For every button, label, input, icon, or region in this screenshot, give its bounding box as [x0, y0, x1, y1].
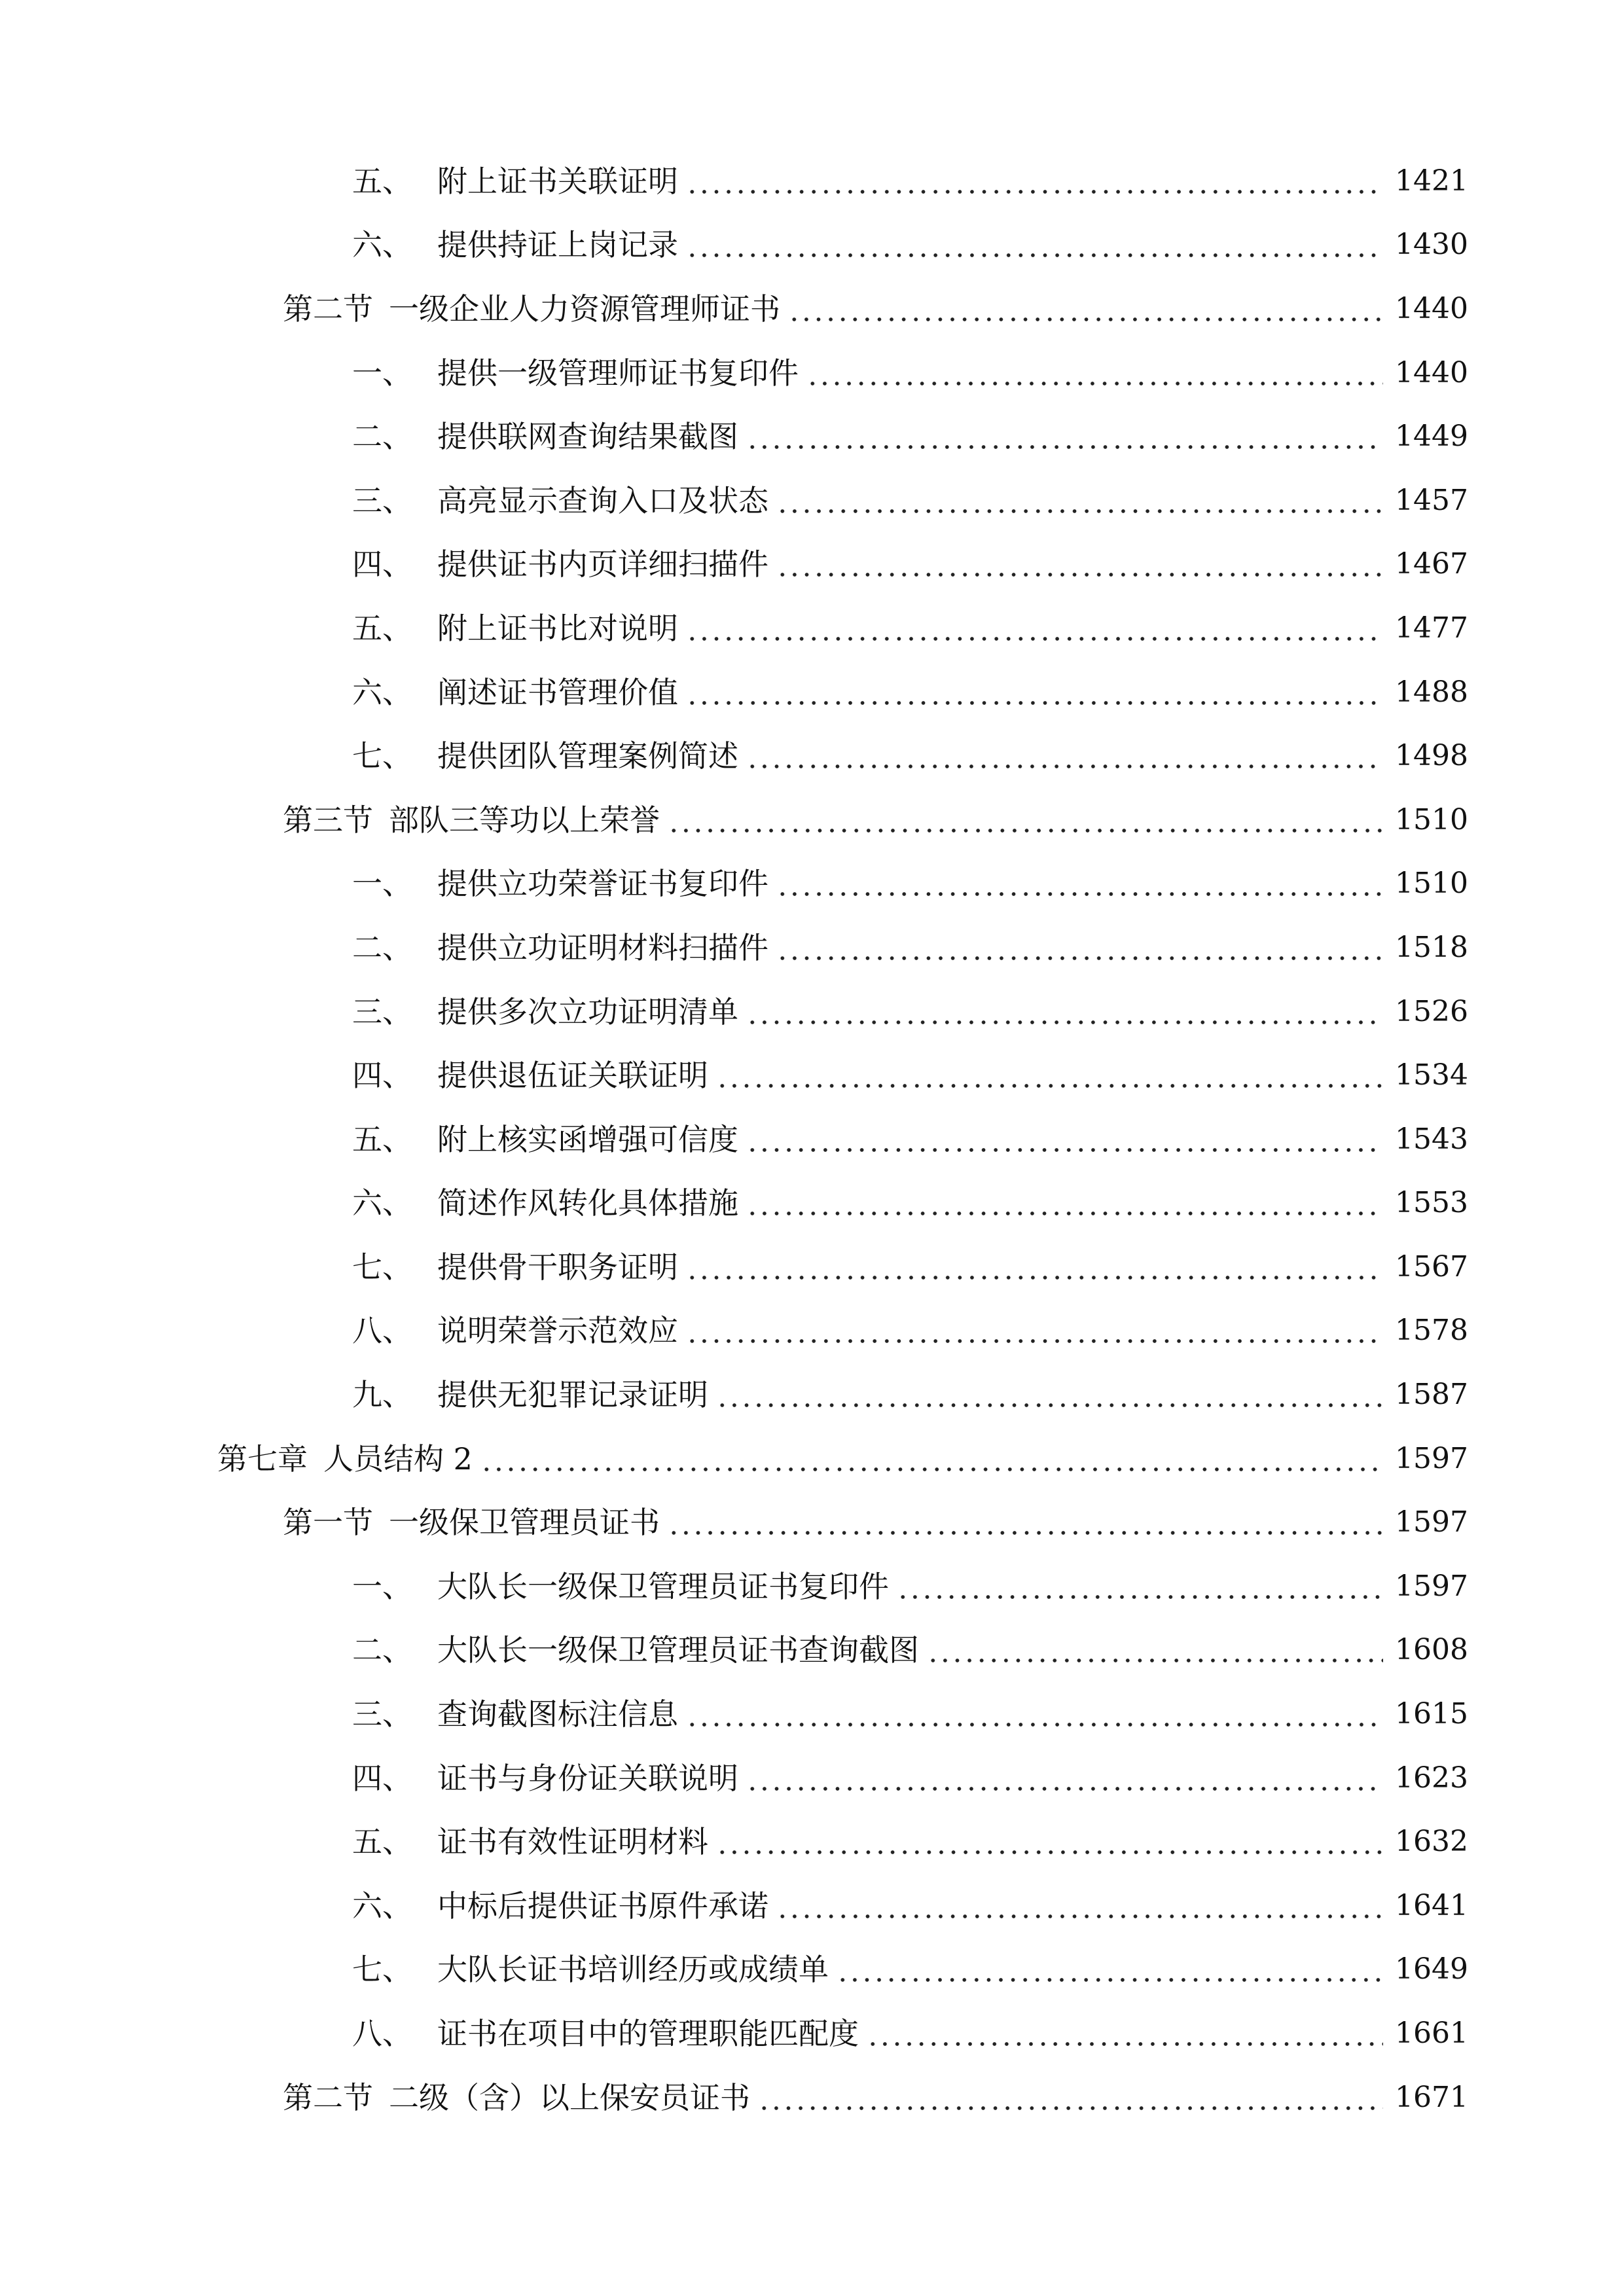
toc-entry[interactable]: [0, 341, 1624, 405]
toc-entry-page-number: 1587: [1395, 1378, 1468, 1412]
dot-leader: [776, 869, 1383, 899]
toc-entry-title: 部队三等功以上荣誉: [389, 802, 660, 838]
toc-entry-title: 一级保卫管理员证书: [389, 1505, 660, 1541]
toc-entry[interactable]: [0, 1299, 1624, 1363]
toc-entry-title: 简述作风转化具体措施: [437, 1185, 738, 1221]
toc-entry-page-number: 1510: [1395, 867, 1468, 901]
toc-entry-title: 提供立功证明材料扫描件: [437, 929, 768, 965]
toc-entry-title: 大队长证书培训经历或成绩单: [437, 1952, 829, 1988]
toc-entry[interactable]: [0, 1427, 1624, 1491]
toc-entry-page-number: 1641: [1395, 1888, 1468, 1922]
toc-entry-page-number: 1649: [1395, 1952, 1468, 1986]
toc-entry[interactable]: [0, 596, 1624, 660]
toc-entry-number: 二、: [352, 929, 412, 965]
toc-entry[interactable]: [0, 533, 1624, 597]
toc-entry-number: 二、: [352, 1632, 412, 1668]
toc-entry[interactable]: [0, 852, 1624, 916]
toc-entry-page-number: 1457: [1395, 483, 1468, 517]
toc-entry-number: 四、: [352, 1760, 412, 1796]
toc-entry-title: 提供无犯罪记录证明: [437, 1377, 708, 1413]
dot-leader: [837, 1954, 1383, 1984]
toc-entry-number: 第三节: [283, 802, 373, 838]
dot-leader: [746, 1763, 1383, 1793]
dot-leader: [686, 613, 1383, 643]
dot-leader: [716, 1060, 1383, 1090]
toc-entry-number: 七、: [352, 738, 412, 774]
toc-entry[interactable]: [0, 1682, 1624, 1746]
dot-leader: [746, 1188, 1383, 1218]
dot-leader: [776, 933, 1383, 963]
toc-entry-page-number: 1597: [1395, 1441, 1468, 1475]
dot-leader: [686, 1252, 1383, 1282]
toc-entry[interactable]: [0, 724, 1624, 788]
toc-entry-number: 八、: [352, 2016, 412, 2052]
dot-leader: [686, 677, 1383, 708]
toc-entry-title: 证书与身份证关联说明: [437, 1760, 738, 1796]
dot-leader: [746, 422, 1383, 452]
toc-entry-number: 三、: [352, 482, 412, 518]
toc-entry-page-number: 1543: [1395, 1122, 1468, 1156]
toc-entry-number: 二、: [352, 419, 412, 455]
toc-entry-page-number: 1671: [1395, 2080, 1468, 2114]
toc-entry-title: 提供骨干职务证明: [437, 1249, 678, 1285]
dot-leader: [776, 486, 1383, 516]
toc-entry[interactable]: [0, 1554, 1624, 1619]
toc-entry[interactable]: [0, 1043, 1624, 1107]
dot-leader: [668, 1507, 1383, 1537]
toc-entry-title: 提供持证上岗记录: [437, 227, 678, 263]
toc-entry-number: 三、: [352, 994, 412, 1030]
toc-entry-page-number: 1567: [1395, 1249, 1468, 1283]
toc-entry-page-number: 1477: [1395, 611, 1468, 645]
dot-leader: [716, 1827, 1383, 1857]
toc-entry-page-number: 1623: [1395, 1761, 1468, 1795]
dot-leader: [480, 1444, 1383, 1474]
dot-leader: [758, 2083, 1383, 2113]
toc-entry-page-number: 1430: [1395, 228, 1468, 262]
table-of-contents: [0, 149, 1624, 2129]
toc-entry-page-number: 1597: [1395, 1505, 1468, 1539]
toc-entry[interactable]: [0, 660, 1624, 725]
toc-entry[interactable]: [0, 1874, 1624, 1938]
toc-entry-title: 附上核实函增强可信度: [437, 1121, 738, 1157]
toc-entry-number: 一、: [352, 355, 412, 391]
dot-leader: [776, 549, 1383, 579]
toc-entry-page-number: 1440: [1395, 291, 1468, 325]
toc-entry-title: 大队长一级保卫管理员证书复印件: [437, 1568, 889, 1604]
toc-entry-title: 阐述证书管理价值: [437, 674, 678, 710]
toc-entry-title: 提供证书内页详细扫描件: [437, 547, 768, 583]
toc-entry-number: 五、: [352, 1824, 412, 1860]
dot-leader: [746, 1124, 1383, 1155]
toc-entry-page-number: 1440: [1395, 355, 1468, 389]
toc-entry[interactable]: [0, 2001, 1624, 2066]
toc-entry-title: 证书在项目中的管理职能匹配度: [437, 2016, 859, 2052]
toc-entry[interactable]: [0, 1490, 1624, 1554]
dot-leader: [716, 1380, 1383, 1410]
toc-entry[interactable]: [0, 213, 1624, 278]
dot-leader: [746, 997, 1383, 1027]
toc-entry-number: 六、: [352, 1888, 412, 1924]
toc-entry[interactable]: [0, 1235, 1624, 1299]
toc-entry-page-number: 1449: [1395, 420, 1468, 454]
toc-entry-page-number: 1467: [1395, 547, 1468, 581]
toc-entry-number: 五、: [352, 163, 412, 199]
toc-entry-page-number: 1553: [1395, 1186, 1468, 1220]
toc-entry-number: 八、: [352, 1313, 412, 1349]
toc-entry-number: 六、: [352, 227, 412, 263]
toc-entry-number: 六、: [352, 1185, 412, 1221]
toc-entry-title: 提供多次立功证明清单: [437, 994, 738, 1030]
toc-entry-number: 一、: [352, 1568, 412, 1604]
toc-entry[interactable]: [0, 916, 1624, 980]
toc-entry-page-number: 1421: [1395, 164, 1468, 198]
toc-entry-page-number: 1510: [1395, 802, 1468, 836]
toc-entry[interactable]: [0, 1619, 1624, 1683]
toc-entry-page-number: 1518: [1395, 930, 1468, 964]
toc-entry-number: 六、: [352, 674, 412, 710]
toc-entry[interactable]: [0, 1746, 1624, 1810]
toc-entry-page-number: 1608: [1395, 1633, 1468, 1667]
toc-entry-title: 提供团队管理案例简述: [437, 738, 738, 774]
toc-entry-page-number: 1534: [1395, 1058, 1468, 1092]
toc-entry-title: 二级（含）以上保安员证书: [389, 2079, 750, 2115]
toc-entry[interactable]: [0, 980, 1624, 1044]
toc-entry[interactable]: [0, 1107, 1624, 1172]
toc-entry-page-number: 1615: [1395, 1697, 1468, 1731]
toc-entry-number: 第二节: [283, 291, 373, 327]
dot-leader: [867, 2018, 1383, 2049]
toc-entry-title: 一级企业人力资源管理师证书: [389, 291, 780, 327]
toc-entry-number: 四、: [352, 1058, 412, 1094]
toc-entry-number: 五、: [352, 610, 412, 646]
toc-entry[interactable]: [0, 404, 1624, 469]
toc-entry[interactable]: [0, 1810, 1624, 1874]
dot-leader: [746, 741, 1383, 771]
dot-leader: [668, 805, 1383, 835]
toc-entry-number: 五、: [352, 1121, 412, 1157]
dot-leader: [686, 1699, 1383, 1729]
toc-entry[interactable]: [0, 1938, 1624, 2002]
toc-entry-number: 一、: [352, 866, 412, 902]
toc-entry-number: 三、: [352, 1696, 412, 1732]
toc-entry-number: 七、: [352, 1952, 412, 1988]
toc-entry-title: 人员结构 2: [323, 1441, 473, 1477]
toc-entry-title: 证书有效性证明材料: [437, 1824, 708, 1860]
toc-entry[interactable]: [0, 788, 1624, 852]
toc-entry-number: 七、: [352, 1249, 412, 1285]
toc-entry[interactable]: [0, 277, 1624, 341]
toc-entry[interactable]: [0, 149, 1624, 213]
toc-entry-number: 第二节: [283, 2079, 373, 2115]
toc-entry[interactable]: [0, 469, 1624, 533]
toc-entry[interactable]: [0, 1363, 1624, 1427]
toc-entry-number: 四、: [352, 547, 412, 583]
toc-entry-page-number: 1597: [1395, 1569, 1468, 1603]
toc-entry-title: 大队长一级保卫管理员证书查询截图: [437, 1632, 919, 1668]
toc-entry-page-number: 1498: [1395, 739, 1468, 773]
toc-entry-page-number: 1526: [1395, 994, 1468, 1028]
toc-entry-page-number: 1578: [1395, 1314, 1468, 1348]
dot-leader: [686, 166, 1383, 196]
toc-entry[interactable]: [0, 1172, 1624, 1236]
toc-entry-number: 第一节: [283, 1505, 373, 1541]
toc-entry-page-number: 1632: [1395, 1825, 1468, 1859]
toc-entry-title: 提供立功荣誉证书复印件: [437, 866, 768, 902]
toc-entry-page-number: 1661: [1395, 2017, 1468, 2051]
toc-entry-page-number: 1488: [1395, 675, 1468, 709]
dot-leader: [897, 1571, 1383, 1602]
toc-entry-title: 中标后提供证书原件承诺: [437, 1888, 768, 1924]
toc-entry-title: 提供联网查询结果截图: [437, 419, 738, 455]
dot-leader: [686, 1316, 1383, 1346]
toc-entry-number: 第七章: [217, 1441, 308, 1477]
toc-entry[interactable]: [0, 2066, 1624, 2130]
toc-entry-title: 附上证书比对说明: [437, 610, 678, 646]
toc-entry-number: 九、: [352, 1377, 412, 1413]
dot-leader: [776, 1891, 1383, 1921]
dot-leader: [686, 230, 1383, 260]
toc-entry-title: 提供退伍证关联证明: [437, 1058, 708, 1094]
toc-entry-title: 附上证书关联证明: [437, 163, 678, 199]
dot-leader: [927, 1635, 1383, 1665]
toc-entry-title: 高亮显示查询入口及状态: [437, 482, 768, 518]
dot-leader: [806, 358, 1383, 388]
toc-entry-title: 说明荣誉示范效应: [437, 1313, 678, 1349]
toc-entry-title: 查询截图标注信息: [437, 1696, 678, 1732]
dot-leader: [788, 294, 1383, 324]
toc-entry-title: 提供一级管理师证书复印件: [437, 355, 799, 391]
